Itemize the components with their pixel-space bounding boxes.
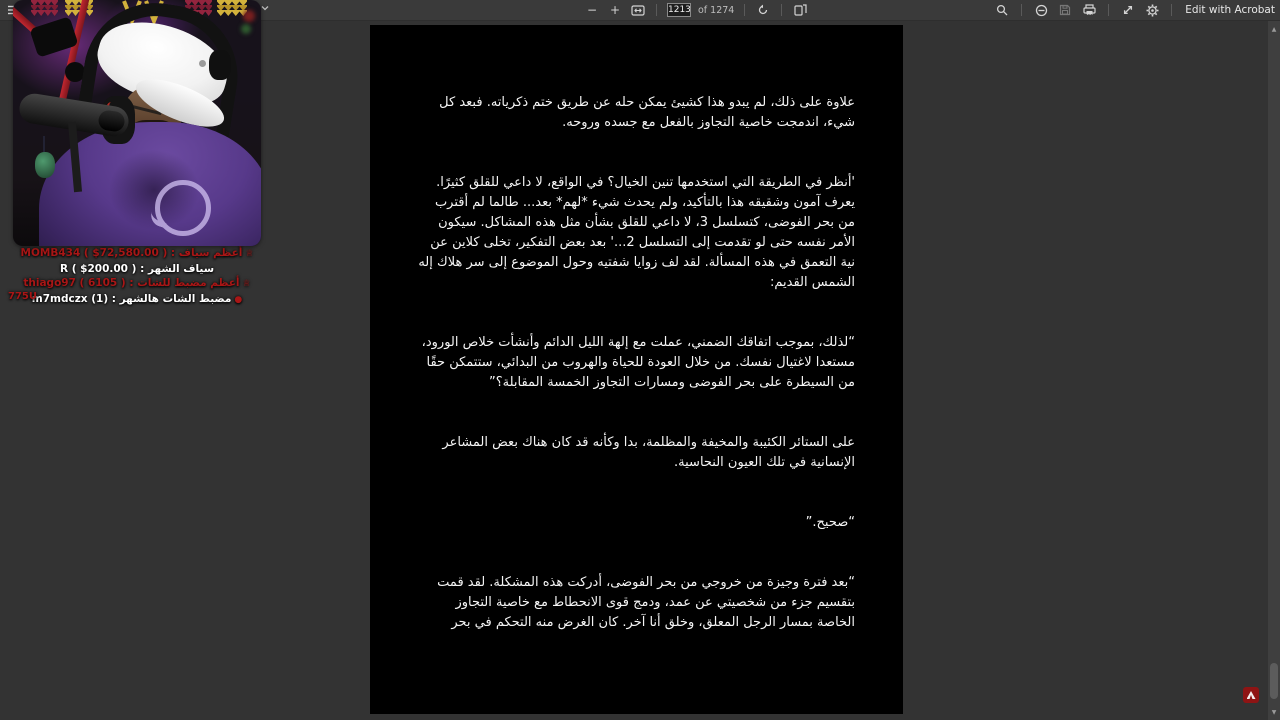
print-icon[interactable] <box>1081 0 1097 20</box>
page-number-input[interactable] <box>667 3 691 17</box>
acrobat-extension-badge[interactable] <box>1243 687 1259 703</box>
fullscreen-icon[interactable] <box>1120 0 1136 20</box>
toolbar-separator <box>744 4 745 16</box>
toolbar-separator <box>1021 4 1022 16</box>
search-icon[interactable] <box>994 0 1010 20</box>
top-gifter-stat: ♕أعظم سياف : MOMB434 ( $72,580.00 ) <box>6 246 268 262</box>
background-decoration <box>241 24 251 34</box>
rotate-icon[interactable] <box>755 0 771 20</box>
chevron-down-icon[interactable] <box>260 3 270 13</box>
edit-with-acrobat-button[interactable]: Edit with Acrobat <box>1185 4 1275 16</box>
settings-gear-icon[interactable] <box>1144 0 1160 20</box>
page-view-icon[interactable] <box>792 0 808 20</box>
overlapping-stat-fragment: 775U <box>8 291 37 302</box>
dot-icon: ● <box>234 294 243 305</box>
crown-icon: ♕ <box>245 249 254 259</box>
hoodie-fish-logo <box>155 180 211 236</box>
toolbar-separator <box>781 4 782 16</box>
paragraph: علاوة على ذلك، لم يبدو هذا كشيئ يمكن حله عن طريق ختم ذكرياته. فبعد كل شيء، اندمجت خاصية التجاوز بالفعل مع جسده وروحه. <box>439 95 855 130</box>
toolbar-separator <box>656 4 657 16</box>
background-decoration <box>243 10 255 22</box>
fit-to-width-icon[interactable] <box>630 0 646 20</box>
paragraph: “صحيح.” <box>805 515 855 530</box>
headphone-ear-cup <box>209 50 231 80</box>
paragraph: “بعد فترة وجيزة من خروجي من بحر الفوضى، أدركت هذه المشكلة. لقد قمت بتقسيم جزء من شخصيتي عن عمد، ودمج قوى الانحطاط مع خاصية التجاوز الخاصة بمسار الرجل المعلق، وخلق أنا آخر. كان الغرض منه التحكم في بحر <box>437 575 855 630</box>
cap-button <box>199 60 206 67</box>
paragraph: على الستائر الكئيبة والمخيفة والمظلمة، بدا وكأنه قد كان هناك بعض المشاعر الإنسانية في تلك العيون النحاسية. <box>442 435 855 470</box>
scrollbar-thumb[interactable] <box>1270 663 1278 699</box>
paragraph: 'أنظر في الطريقة التي استخدمها تنين الخيال؟ في الواقع، لا داعي للقلق كثيرًا. يعرف آمون وشقيقه هذا بالتأكيد، ولم يحدث شيء *لهم* بعد... طالما لم أقترب من بحر الفوضى، كتسلسل 3، لا داعي للقلق بشأن مثل هذه المشاكل. سيكون الأمر نفسه حتى لو تقدمت إلى التسلسل 2...' بعد بعض التفكير، تخلى كلاين عن نية التعمق في هذه المسألة. لقد لف زوايا شفتيه وحول الموضوع إلى سر هلاك إله الشمس القديم: <box>418 175 855 290</box>
annotations-toggle-icon[interactable] <box>1033 0 1049 20</box>
scroll-down-arrow-icon[interactable]: ▼ <box>1271 708 1277 716</box>
toolbar-separator <box>1171 4 1172 16</box>
page-total-label: of 1274 <box>698 4 735 16</box>
stream-stats-panel <box>6 246 268 307</box>
toolbar-separator <box>1108 4 1109 16</box>
red-bunting-banner <box>31 0 58 16</box>
crown-icon: ♕ <box>242 279 251 289</box>
save-icon[interactable] <box>1057 0 1073 20</box>
top-chat-stat: ♕أعظم مضبط للشات : thiago97 ( 6105 ) <box>6 276 268 292</box>
zoom-in-button[interactable]: + <box>609 3 621 17</box>
page-text-block <box>418 93 855 673</box>
pdf-page <box>370 25 903 714</box>
acrobat-logo-icon <box>1247 691 1256 699</box>
monthly-gifter-stat: سياف الشهر : R ( $200.00 ) <box>59 262 215 275</box>
paragraph: “لذلك، بموجب اتفاقك الضمني، عملت مع إلهة الليل الدائم وأنشأت خلاص الورود، مستعدا لاغتيال نفسك. من خلال العودة للحياة والهروب من البدائي، ستتمكن حقًا من السيطرة على بحر الفوضى ومسارات التجاوز الخمسة المقابلة؟” <box>421 335 855 390</box>
webcam-overlay <box>13 0 261 246</box>
vertical-scrollbar[interactable] <box>1268 21 1280 720</box>
zoom-out-button[interactable]: − <box>586 3 598 17</box>
monthly-chat-stat: ●مضبط الشات هالشهر : m7mdczx (1) <box>6 292 268 308</box>
scroll-up-arrow-icon[interactable]: ▲ <box>1271 25 1277 33</box>
green-charm <box>35 152 55 178</box>
